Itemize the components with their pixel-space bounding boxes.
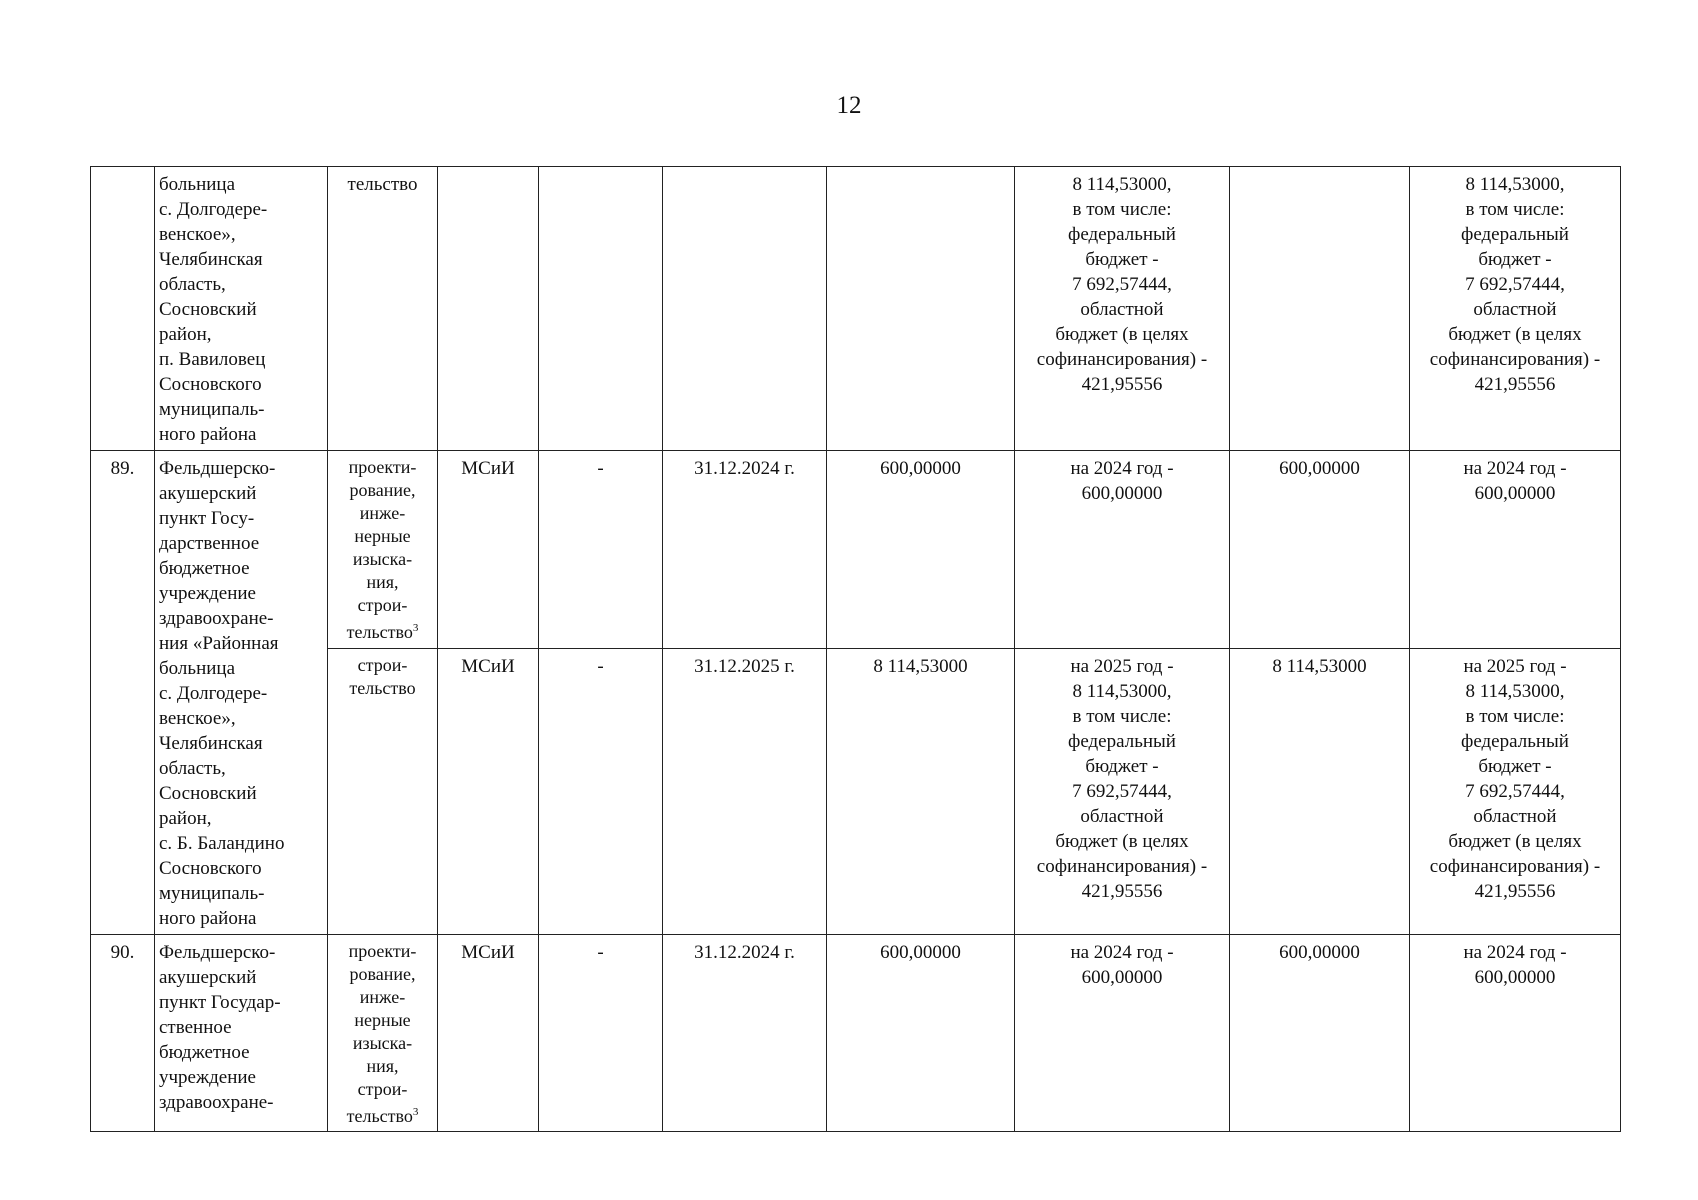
customer-cell: МСиИ <box>438 451 539 649</box>
row-number-cell: 89. <box>91 451 155 935</box>
footnote-mark: 3 <box>412 1106 419 1118</box>
completion-date-cell: 31.12.2024 г. <box>663 935 827 1132</box>
funding-total-cell: 8 114,53000, в том числе: федеральный бюджет - 7 692,57444, областной бюджет (в целях софинансирования) - 421,95556 <box>1410 167 1621 451</box>
work-type-cell: строи- тельство <box>328 649 438 935</box>
work-type-text: проекти- рование, инже- нерные изыска- ния, строи- тельство <box>346 457 417 642</box>
work-type-cell: тельство <box>328 167 438 451</box>
customer-cell <box>438 167 539 451</box>
customer-cell: МСиИ <box>438 935 539 1132</box>
funding-limit-cell: на 2024 год - 600,00000 <box>1015 935 1230 1132</box>
capacity-cell: - <box>539 935 663 1132</box>
estimated-cost-cell: 600,00000 <box>827 935 1015 1132</box>
customer-cell: МСиИ <box>438 649 539 935</box>
row-number-cell <box>91 167 155 451</box>
funding-total-cell: на 2024 год - 600,00000 <box>1410 451 1621 649</box>
funding-amount-cell: 8 114,53000 <box>1230 649 1410 935</box>
funding-amount-cell: 600,00000 <box>1230 935 1410 1132</box>
capacity-cell <box>539 167 663 451</box>
row-number-cell: 90. <box>91 935 155 1132</box>
completion-date-cell: 31.12.2024 г. <box>663 451 827 649</box>
page-number: 12 <box>836 92 862 119</box>
investment-objects-table <box>90 166 1621 1132</box>
funding-limit-cell: на 2024 год - 600,00000 <box>1015 451 1230 649</box>
work-type-cell <box>328 451 438 649</box>
completion-date-cell: 31.12.2025 г. <box>663 649 827 935</box>
table-row <box>91 935 1621 1132</box>
footnote-mark: 3 <box>412 622 419 634</box>
capacity-cell: - <box>539 451 663 649</box>
table-row <box>91 167 1621 451</box>
estimated-cost-cell: 8 114,53000 <box>827 649 1015 935</box>
capacity-cell: - <box>539 649 663 935</box>
estimated-cost-cell: 600,00000 <box>827 451 1015 649</box>
object-name-cell: Фельдшерско- акушерский пункт Госу- дарственное бюджетное учреждение здравоохране- ния «Районная больница с. Долгодере- венское», Челябинская область, Сосновский район, с. Б. Баландино Сосновского муниципаль- ного района <box>155 451 328 935</box>
work-type-text: проекти- рование, инже- нерные изыска- ния, строи- тельство <box>346 941 417 1126</box>
work-type-cell <box>328 935 438 1132</box>
funding-amount-cell: 600,00000 <box>1230 451 1410 649</box>
estimated-cost-cell <box>827 167 1015 451</box>
funding-amount-cell <box>1230 167 1410 451</box>
funding-total-cell: на 2024 год - 600,00000 <box>1410 935 1621 1132</box>
object-name-cell: Фельдшерско- акушерский пункт Государ- ственное бюджетное учреждение здравоохране- <box>155 935 328 1132</box>
funding-total-cell: на 2025 год - 8 114,53000, в том числе: федеральный бюджет - 7 692,57444, областной бюджет (в целях софинансирования) - 421,95556 <box>1410 649 1621 935</box>
table-row <box>91 451 1621 649</box>
funding-limit-cell: 8 114,53000, в том числе: федеральный бюджет - 7 692,57444, областной бюджет (в целях софинансирования) - 421,95556 <box>1015 167 1230 451</box>
object-name-cell: больница с. Долгодере- венское», Челябинская область, Сосновский район, п. Вавиловец Сосновского муниципаль- ного района <box>155 167 328 451</box>
funding-limit-cell: на 2025 год - 8 114,53000, в том числе: федеральный бюджет - 7 692,57444, областной бюджет (в целях софинансирования) - 421,95556 <box>1015 649 1230 935</box>
completion-date-cell <box>663 167 827 451</box>
